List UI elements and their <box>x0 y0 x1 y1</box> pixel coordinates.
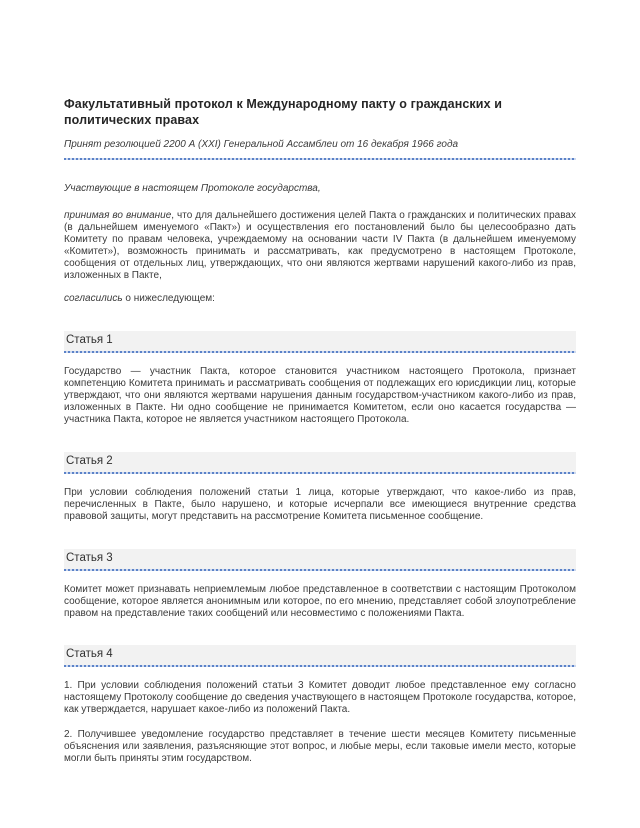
article-heading-bar <box>64 645 576 665</box>
article-heading-bar <box>64 549 576 569</box>
preamble-considering-italic: принимая во внимание <box>64 210 172 221</box>
preamble-paragraph <box>64 210 576 281</box>
article-heading-bar <box>64 331 576 351</box>
article-section <box>64 452 576 523</box>
article-divider <box>64 351 576 353</box>
articles-container <box>64 331 576 764</box>
article-divider <box>64 665 576 667</box>
article-heading: Статья 4 <box>66 648 113 661</box>
article-paragraph: При условии соблюдения положений статьи 1 лица, которые утверждают, что какое-либо из прав, перечисленных в Пакте, было нарушено, и которые исчерпали все имеющиеся внутренние средства правовой защиты, могут представить на рассмотрение Комитета письменное сообщение. <box>64 486 576 522</box>
article-divider <box>64 569 576 571</box>
article-section <box>64 645 576 764</box>
article-paragraph: 1. При условии соблюдения положений статьи 3 Комитет доводит любое представленное ему согласно настоящему Протоколу сообщение до сведения участвующего в настоящем Протоколе государства, которое, как утверждается, нарушает какое-либо из положений Пакта. <box>64 680 576 716</box>
agreement-text: о нижеследующем: <box>122 293 215 305</box>
article-divider <box>64 472 576 474</box>
article-paragraph: Комитет может признавать неприемлемым любое представленное в соответствии с настоящим Протоколом сообщение, которое является анонимным или которое, по его мнению, представляет собой злоупотребление правом на представление таких сообщений или несовместимо с положениями Пакта. <box>64 583 576 619</box>
article-heading: Статья 3 <box>66 551 113 564</box>
preamble-considering-text: , что для дальнейшего достижения целей Пакта о гражданских и политических правах (в дальнейшем именуемого «Пакт») и осуществления его постановлений было бы целесообразно дать Комитету по правам человека, учреждаемому на основании части IV Пакта (в дальнейшем именуемому «Комитет»), возможность принимать и рассматривать, как предусмотрено в настоящем Протоколе, сообщения от отдельных лиц, утверждающих, что они являются жертвами нарушений какого-либо из прав, изложенных в Пакте, <box>64 210 576 281</box>
agreement-line <box>64 293 576 305</box>
preamble-lead: Участвующие в настоящем Протоколе государства, <box>64 183 321 194</box>
document-title: Факультативный протокол к Международному пакту о гражданских и политических правах <box>64 97 502 127</box>
article-section <box>64 549 576 620</box>
article-heading: Статья 2 <box>66 454 113 467</box>
title-divider <box>64 158 576 160</box>
article-paragraph: 2. Получившее уведомление государство представляет в течение шести месяцев Комитету письменные объяснения или заявления, разъясняющие этот вопрос, и любые меры, если таковые имели место, которые могли быть приняты этим государством. <box>64 729 576 764</box>
document-subtitle: Принят резолюцией 2200 А (XXI) Генеральной Ассамблеи от 16 декабря 1966 года <box>64 139 459 150</box>
article-paragraph: Государство — участник Пакта, которое становится участником настоящего Протокола, признает компетенцию Комитета принимать и рассматривать сообщения от подлежащих его юрисдикции лиц, которые утверждают, что они являются жертвами нарушения данным государством-участником какого-либо из прав, изложенных в Пакте. Ни одно сообщение не принимается Комитетом, если оно касается государства — участника Пакта, которое не является участником настоящего Протокола. <box>64 366 576 426</box>
agreement-italic: согласились <box>64 293 123 305</box>
article-heading-bar <box>64 452 576 472</box>
article-section <box>64 331 576 426</box>
article-heading: Статья 1 <box>66 334 113 347</box>
